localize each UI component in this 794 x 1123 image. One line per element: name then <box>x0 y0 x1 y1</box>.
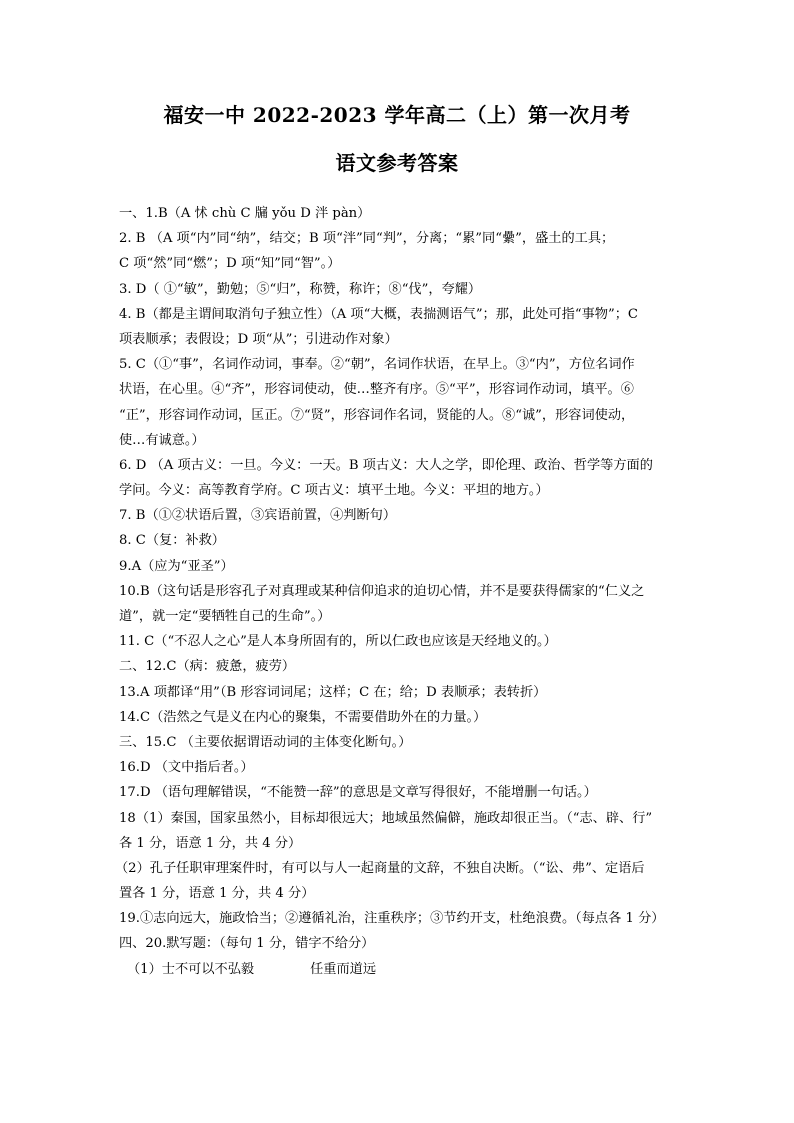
answer-line: 项表顺承；表假设；D 项“从”；引进动作对象） <box>119 331 398 347</box>
answer-line: 2. B （A 项“内”同“纳”，结交；B 项“泮”同“判”，分离；“累”同“纍”，盛土的工具； <box>119 231 615 247</box>
answer-line: 四、20.默写题：（每句 1 分，错字不给分） <box>119 936 375 952</box>
answer-line: 3. D（ ①“敏”，勤勉；⑤“归”，称赞，称许；⑧“伐”，夸耀） <box>119 281 482 297</box>
answer-line: 二、12.C（病：疲惫，疲劳） <box>119 659 296 675</box>
answer-line: 14.C（浩然之气是义在内心的聚集，不需要借助外在的力量。） <box>119 709 487 725</box>
answer-line: “正”，形容词作动词，匡正。⑦“贤”，形容词作名词，贤能的人。⑧“诚”，形容词使动， <box>119 407 635 423</box>
answer-line: 5. C（①“事”，名词作动词，事奉。②“朝”，名词作状语，在早上。③“内”，方位名词作 <box>119 357 635 373</box>
answer-line: 9.A（应为“亚圣”） <box>119 558 234 574</box>
answer-line: 4. B（都是主谓间取消句子独立性）（A 项“大概，表揣测语气”；那，此处可指“事物”；C <box>119 306 639 322</box>
answer-body <box>115 201 687 982</box>
answer-line: 道”，就一定“要牺牲自己的生命”。） <box>119 609 331 624</box>
dictation-prompt: （1）士不可以不弘毅 <box>127 961 255 977</box>
answer-line: 16.D （文中指后者。） <box>119 760 254 776</box>
answer-line: 学问。今义：高等教育学府。C 项古义：填平土地。今义：平坦的地方。） <box>119 483 549 499</box>
answer-line: 13.A 项都译“用”（B 形容词词尾；这样；C 在；给；D 表顺承；表转折） <box>119 684 547 700</box>
page-subtitle: 语文参考答案 <box>335 151 459 175</box>
dictation-line <box>119 957 687 982</box>
dictation-answer: 任重而道远 <box>310 961 377 977</box>
answer-line: 17.D （语句理解错误，“不能赞一辞”的意思是文章写得很好，不能增删一句话。） <box>119 785 597 801</box>
answer-line: C 项“然”同“燃”；D 项“知”同“智”。） <box>119 256 341 272</box>
answer-line: 置各 1 分，语意 1 分，共 4 分） <box>119 886 315 902</box>
answer-line: 18（1）秦国，国家虽然小，目标却很远大；地域虽然偏僻，施政却很正当。（“志、辟、行” <box>119 810 653 826</box>
answer-line: 6. D （A 项古义：一旦。今义：一天。B 项古义：大人之学，即伦理、政治、哲学等方面的 <box>119 457 653 473</box>
answer-line: 各 1 分，语意 1 分，共 4 分） <box>119 835 302 851</box>
answer-line: 10.B（这句话是形容孔子对真理或某种信仰追求的迫切心情，并不是要获得儒家的“仁义之 <box>119 583 645 599</box>
answer-line: 19.①志向远大，施政恰当；②遵循礼治，注重秩序；③节约开支，杜绝浪费。（每点各 1 分） <box>119 911 665 927</box>
answer-line: 8. C（复：补救） <box>119 533 225 549</box>
answer-line: 状语，在心里。④“齐”，形容词使动，使…整齐有序。⑤“平”，形容词作动词，填平。⑥ <box>119 382 634 398</box>
answer-line: 使…有诚意。） <box>119 432 205 448</box>
answer-line: 三、15.C （主要依据谓语动词的主体变化断句。） <box>119 734 412 750</box>
answer-line: 7. B（①②状语后置，③宾语前置，④判断句） <box>119 508 397 524</box>
answer-line: 11. C（“不忍人之心”是人本身所固有的，所以仁政也应该是天经地义的。） <box>119 634 557 650</box>
answer-line: （2）孔子任职审理案件时，有可以与人一起商量的文辞，不独自决断。（“讼、弗”、定语后 <box>115 860 645 876</box>
answer-line: 一、1.B（A 怵 chù C 牖 yǒu D 泮 pàn） <box>119 206 371 221</box>
page-title: 福安一中 2022-2023 学年高二（上）第一次月考 <box>163 103 631 127</box>
